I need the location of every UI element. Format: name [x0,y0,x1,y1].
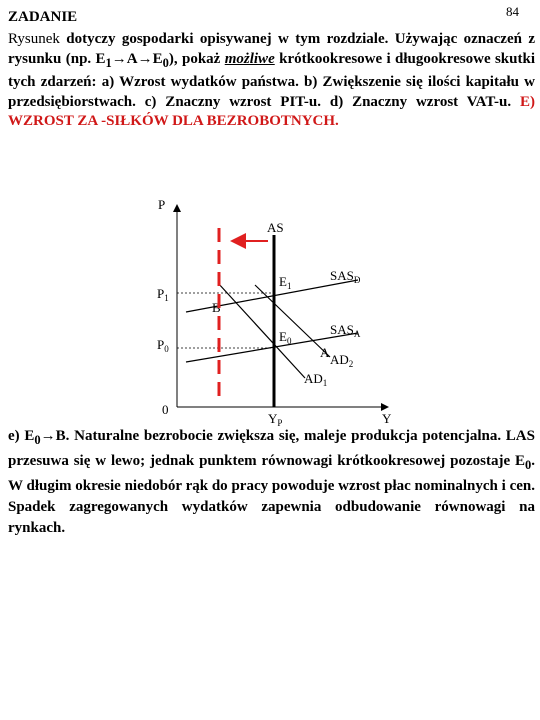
answer-b: B [55,428,66,444]
arrow-icon: → [111,50,127,67]
answer-sub-0: 0 [34,433,41,447]
task-heading: ZADANIE [8,9,78,25]
task-highlight: E) WZROST ZA -SIŁKÓW DLA BEZROBOTNYCH. [8,93,535,129]
task-after-example: ), pokaż [168,50,225,67]
as-label: AS [267,220,284,235]
task-body: krótkookresowe i długookresowe skutki tych zdarzeń: a) Wzrost wydatków państwa. b) Zwiększenie się ilości kapitału w przedsiębiorstwach. c) Znaczny wzrost PIT-u. d) Znaczny wzrost VAT-u. [8,50,535,110]
sas-d-label: $SAS_D$ [330,268,361,285]
sas-a-label: $SAS_A$ [330,322,361,339]
point-a-label: A [320,345,330,360]
arrow-icon: → [40,428,56,444]
ad2-line [255,285,330,357]
p0-label: $P_0$ [157,337,169,354]
e1-label: $E_1$ [279,274,292,291]
task-e: E [152,50,163,67]
answer-body: . Naturalne bezrobocie zwiększa się, maleje produkcja potencjalna. LAS przesuwa się w lewo; jednak punktem równowagi krótkookresowej pozostaje E [8,428,535,469]
task-sub-0: 0 [162,55,169,70]
ad2-label: $AD_2$ [330,352,354,369]
point-b-label: B [212,300,221,315]
task-sub-1: 1 [105,55,112,70]
yp-label: $Y_P$ [268,411,283,428]
answer-text [8,426,535,539]
ad1-line [218,283,305,378]
e0-label: $E_0$ [279,329,292,346]
page-number: 84 [506,4,519,19]
task-a: A [126,50,138,67]
x-axis-label: Y [382,411,392,426]
answer-conclusion: . W długim okresie niedobór rąk do pracy powoduje wzrost płac nominalnych i cen. Spadek zagregowanych wydatków zapewnia odbudowanie równowagi na rynkach. [8,453,535,536]
answer-sub-0b: 0 [525,458,532,472]
y-axis-label: P [158,197,166,212]
task-intro: Rysunek [8,31,60,47]
p1-label: $P_1$ [157,286,169,303]
answer-lead: e) E [8,428,35,444]
ad1-label: $AD_1$ [304,371,328,388]
origin-label: 0 [162,402,169,417]
arrow-icon: → [137,50,153,67]
task-intro-rest: dotyczy gospodarki opisywanej w tym rozdziale. Używając oznaczeń z rysunku (np. E [8,31,535,67]
task-emphasis: możliwe [224,50,275,67]
